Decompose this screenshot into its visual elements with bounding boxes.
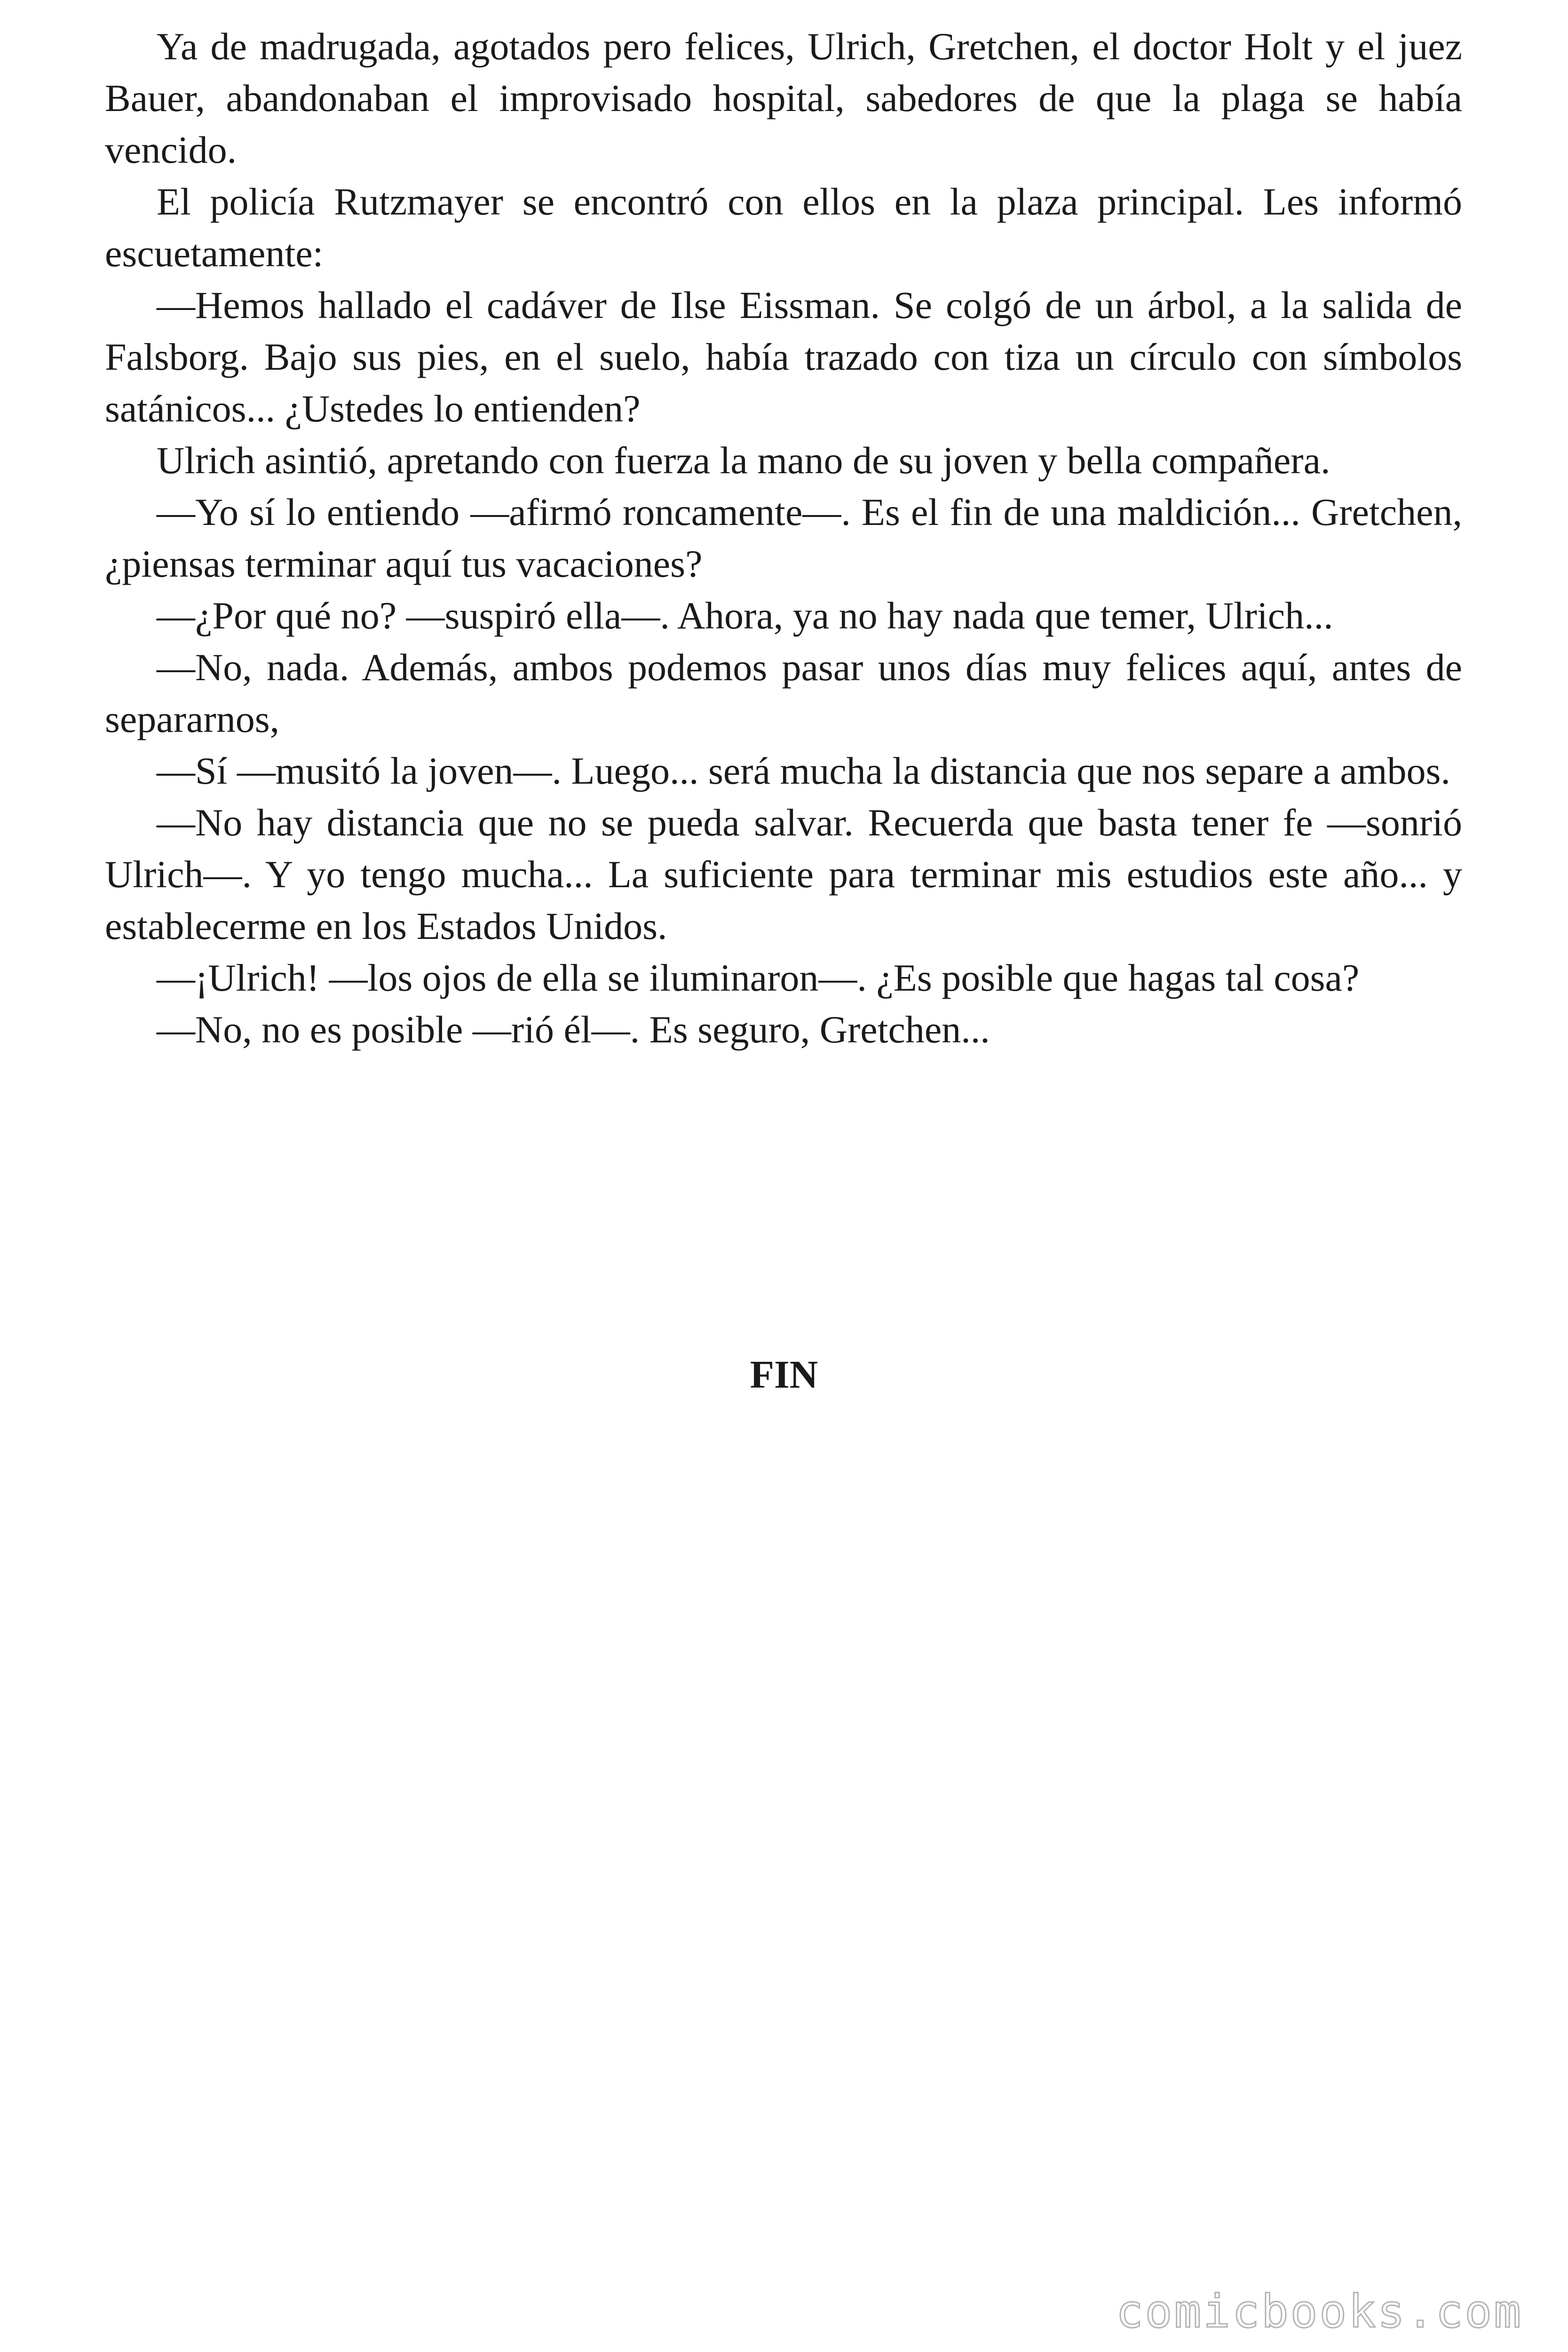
paragraph: Ya de madrugada, agotados pero felices, Ulrich, Gretchen, el doctor Holt y el juez Bauer, abandonaban el improvisado hospital, sabedores de que la plaga se había vencido. [105,25,1462,171]
paragraph: —No, nada. Además, ambos podemos pasar unos días muy felices aquí, antes de separarnos, [105,646,1462,740]
paragraph: —No, no es posible —rió él—. Es seguro, Gretchen... [157,1008,990,1051]
paragraph: —¡Ulrich! —los ojos de ella se iluminaron—. ¿Es posible que hagas tal cosa? [157,956,1360,999]
paragraph: Ulrich asintió, apretando con fuerza la mano de su joven y bella compañera. [157,439,1330,482]
body-text [105,21,1462,1056]
end-mark: FIN [750,1353,818,1397]
paragraph: El policía Rutzmayer se encontró con ellos en la plaza principal. Les informó escuetamente: [105,180,1462,275]
paragraph: —No hay distancia que no se pueda salvar. Recuerda que basta tener fe —sonrió Ulrich—. Y yo tengo mucha... La suficiente para terminar mis estudios este año... y establecerme en los Estados Unidos. [105,801,1462,947]
paragraph: —¿Por qué no? —suspiró ella—. Ahora, ya no hay nada que temer, Ulrich... [157,594,1333,637]
paragraph: —Hemos hallado el cadáver de Ilse Eissman. Se colgó de un árbol, a la salida de Falsborg. Bajo sus pies, en el suelo, había trazado con tiza un círculo con símbolos satánicos... ¿Ustedes lo entienden? [105,284,1462,430]
paragraph: —Sí —musitó la joven—. Luego... será mucha la distancia que nos separe a ambos. [157,749,1450,792]
watermark: comicbooks.com [1116,2285,1523,2338]
paragraph: —Yo sí lo entiendo —afirmó roncamente—. Es el fin de una maldición... Gretchen, ¿piensas terminar aquí tus vacaciones? [105,491,1462,585]
